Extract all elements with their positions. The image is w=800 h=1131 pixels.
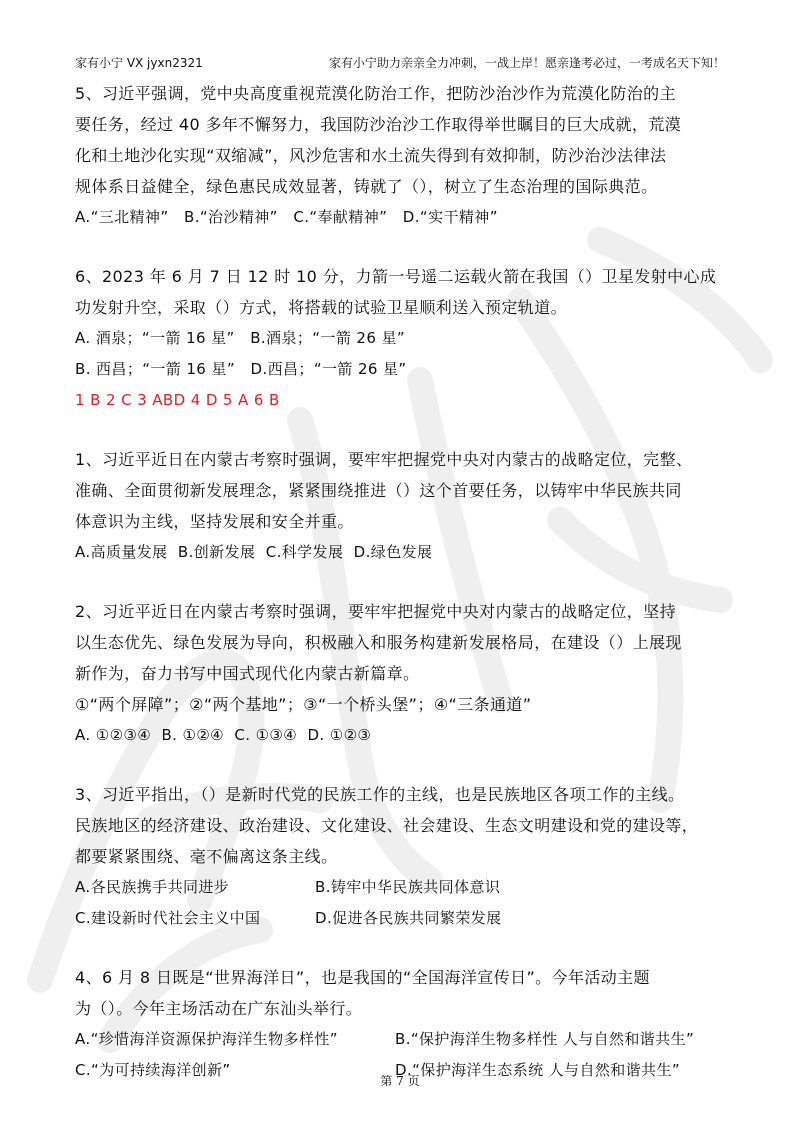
- question-line: 准确、全面贯彻新发展理念，紧紧围绕推进（）这个首要任务，以铸牢中华民族共同: [75, 481, 682, 500]
- options-row: [75, 1024, 735, 1055]
- question-line: 都要紧紧围绕、毫不偏离这条主线。: [75, 847, 338, 866]
- question-2: [75, 596, 735, 751]
- question-line: 民族地区的经济建设、政治建设、文化建设、社会建设、生态文明建设和党的建设等，: [75, 816, 699, 835]
- question-5: [75, 78, 735, 233]
- options-row: [75, 903, 735, 934]
- question-line: 要任务，经过 40 多年不懈努力，我国防沙治沙工作取得举世瞩目的巨大成就，荒漠: [75, 115, 682, 134]
- question-options: A.“三北精神” B.“治沙精神” C.“奉献精神” D.“实干精神”: [75, 208, 498, 226]
- question-line: 化和土地沙化实现“双缩减”，风沙危害和水土流失得到有效抑制，防沙治沙法律法: [75, 146, 667, 165]
- question-line: 体意识为主线，坚持发展和安全并重。: [75, 512, 354, 531]
- header-right-text: 家有小宁助力亲亲全力冲刺，一战上岸！愿亲逢考必过，一考成名天下知！: [328, 56, 725, 70]
- option-b: B.“保护海洋生物多样性 人与自然和谐共生”: [395, 1030, 695, 1048]
- page-header: [75, 54, 725, 71]
- question-6: [75, 261, 735, 416]
- header-left-text: 家有小宁 VX jyxn2321: [75, 56, 203, 70]
- question-line: 6、2023 年 6 月 7 日 12 时 10 分，力箭一号遥二运载火箭在我国（）卫星发射中心成: [75, 267, 717, 286]
- option-c: C.建设新时代社会主义中国: [75, 909, 261, 927]
- question-line: 规体系日益健全，绿色惠民成效显著，铸就了（），树立了生态治理的国际典范。: [75, 177, 658, 196]
- page-content: [75, 78, 735, 1086]
- question-line: 以生态优先、绿色发展为导向，积极融入和服务构建新发展格局，在建设（）上展现: [75, 633, 682, 652]
- option-b: B.铸牢中华民族共同体意识: [315, 878, 501, 896]
- answer-key: 1 B 2 C 3 ABD 4 D 5 A 6 B: [75, 391, 280, 409]
- question-options: A. ①②③④ B. ①②④ C. ①③④ D. ①②③: [75, 726, 372, 744]
- page-number: 第 7 页: [380, 1074, 420, 1088]
- question-4: [75, 962, 735, 1086]
- question-line: 为（）。今年主场活动在广东汕头举行。: [75, 999, 363, 1018]
- options-row: [75, 872, 735, 903]
- question-line: 新作为，奋力书写中国式现代化内蒙古新篇章。: [75, 664, 420, 683]
- question-line: 5、习近平强调，党中央高度重视荒漠化防治工作，把防沙治沙作为荒漠化防治的主: [75, 84, 676, 103]
- option-c: C.“为可持续海洋创新”: [75, 1061, 231, 1079]
- question-line: 功发射升空，采取（）方式，将搭载的试验卫星顺利送入预定轨道。: [75, 298, 568, 317]
- question-line: 1、习近平近日在内蒙古考察时强调，要牢牢把握党中央对内蒙古的战略定位，完整、: [75, 450, 693, 469]
- question-items: ①“两个屏障”；②“两个基地”；③“一个桥头堡”；④“三条通道”: [75, 695, 532, 714]
- question-3: [75, 779, 735, 934]
- option-d: D.促进各民族共同繁荣发展: [315, 909, 502, 927]
- question-options: A. 酒泉；“一箭 16 星” B.酒泉；“一箭 26 星”: [75, 329, 406, 347]
- question-1: [75, 444, 735, 568]
- question-options: B. 西昌；“一箭 16 星” D.西昌；“一箭 26 星”: [75, 360, 407, 378]
- question-options: A.高质量发展 B.创新发展 C.科学发展 D.绿色发展: [75, 543, 433, 561]
- question-line: 4、6 月 8 日既是“世界海洋日”，也是我国的“全国海洋宣传日”。今年活动主题: [75, 968, 650, 987]
- question-line: 2、习近平近日在内蒙古考察时强调，要牢牢把握党中央对内蒙古的战略定位，坚持: [75, 602, 676, 621]
- option-a: A.各民族携手共同进步: [75, 878, 230, 896]
- option-a: A.“珍惜海洋资源保护海洋生物多样性”: [75, 1030, 338, 1048]
- question-line: 3、习近平指出，（）是新时代党的民族工作的主线，也是民族地区各项工作的主线。: [75, 785, 685, 804]
- option-d: D.“保护海洋生态系统 人与自然和谐共生”: [395, 1061, 681, 1079]
